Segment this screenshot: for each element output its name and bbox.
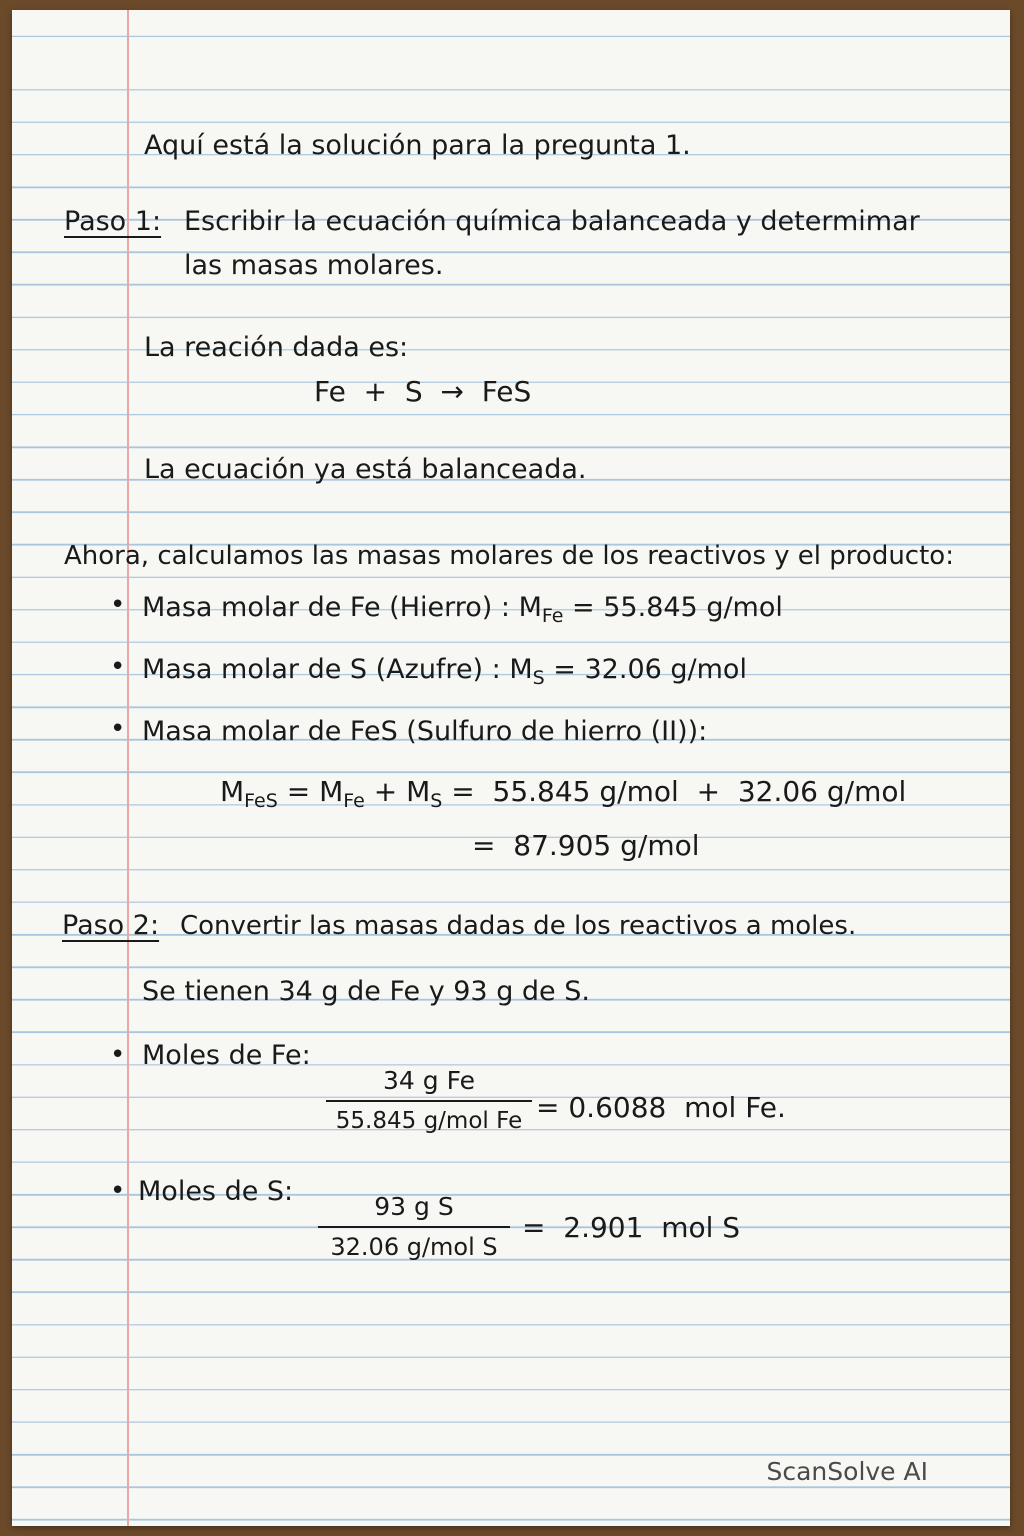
molar-mass-s xyxy=(142,654,747,694)
moles-s-denominator: 32.06 g/mol S xyxy=(330,1233,498,1261)
moles-s-fraction xyxy=(318,1190,510,1264)
fraction-bar xyxy=(318,1226,510,1228)
moles-fe-numerator: 34 g Fe xyxy=(383,1066,475,1095)
molar-mass-s-label: Masa molar de S (Azufre) : xyxy=(142,654,501,685)
bullet-dot: • xyxy=(110,1176,126,1206)
fe-m: M xyxy=(319,775,344,808)
moles-fe-label: Moles de Fe: xyxy=(142,1040,311,1071)
bullet-dot: • xyxy=(110,1040,126,1070)
molar-mass-s-symbol: M xyxy=(509,654,533,685)
moles-fe-result: = 0.6088 mol Fe. xyxy=(536,1091,786,1124)
molar-intro: Ahora, calculamos las masas molares de los reactivos y el producto: xyxy=(64,541,954,571)
moles-s-result: = 2.901 mol S xyxy=(522,1211,741,1244)
step2-label: Paso 2: xyxy=(62,910,160,941)
plus-sign: + xyxy=(364,775,407,808)
bullet-dot: • xyxy=(110,652,126,682)
molar-mass-fe-label: Masa molar de Fe (Hierro) : xyxy=(142,592,510,623)
reaction-equation: Fe + S → FeS xyxy=(314,375,532,408)
bullet-dot: • xyxy=(110,714,126,744)
step2-text: Convertir las masas dadas de los reactivos a moles. xyxy=(180,911,857,941)
fes-subscript: FeS xyxy=(244,790,278,812)
fes-m: M xyxy=(220,775,245,808)
molar-mass-fe xyxy=(142,592,783,632)
molar-mass-fe-symbol: M xyxy=(518,592,542,623)
bullet-dot: • xyxy=(110,590,126,620)
intro-text: Aquí está la solución para la pregunta 1. xyxy=(144,130,691,161)
s-m: M xyxy=(406,775,431,808)
fraction-bar xyxy=(326,1100,532,1102)
fes-result: = 87.905 g/mol xyxy=(472,829,700,862)
fes-eq-sign: = xyxy=(277,775,320,808)
step1-text-line1: Escribir la ecuación química balanceada y determimar xyxy=(184,206,920,237)
step1-label: Paso 1: xyxy=(64,206,162,237)
moles-fe-fraction xyxy=(326,1064,532,1138)
moles-s-numerator: 93 g S xyxy=(374,1192,454,1221)
watermark: ScanSolve AI xyxy=(766,1457,928,1486)
fe-subscript: Fe xyxy=(343,790,365,812)
molar-mass-s-subscript: S xyxy=(532,667,545,689)
molar-mass-s-value: = 32.06 g/mol xyxy=(544,654,747,685)
molar-mass-fe-value: = 55.845 g/mol xyxy=(563,592,783,623)
fes-equation-rhs: = 55.845 g/mol + 32.06 g/mol xyxy=(442,775,907,808)
molar-mass-fe-subscript: Fe xyxy=(541,605,564,627)
moles-fe-denominator: 55.845 g/mol Fe xyxy=(335,1108,523,1134)
notebook-page xyxy=(12,10,1010,1526)
step1-text-line2: las masas molares. xyxy=(184,250,444,281)
given-masses: Se tienen 34 g de Fe y 93 g de S. xyxy=(142,976,590,1007)
balanced-note: La ecuación ya está balanceada. xyxy=(144,454,587,485)
moles-s-label: Moles de S: xyxy=(138,1176,294,1207)
fes-equation xyxy=(220,776,906,817)
s-subscript: S xyxy=(430,790,443,812)
molar-mass-fes-label: Masa molar de FeS (Sulfuro de hierro (II)): xyxy=(142,716,708,747)
reaction-intro: La reación dada es: xyxy=(144,332,409,363)
